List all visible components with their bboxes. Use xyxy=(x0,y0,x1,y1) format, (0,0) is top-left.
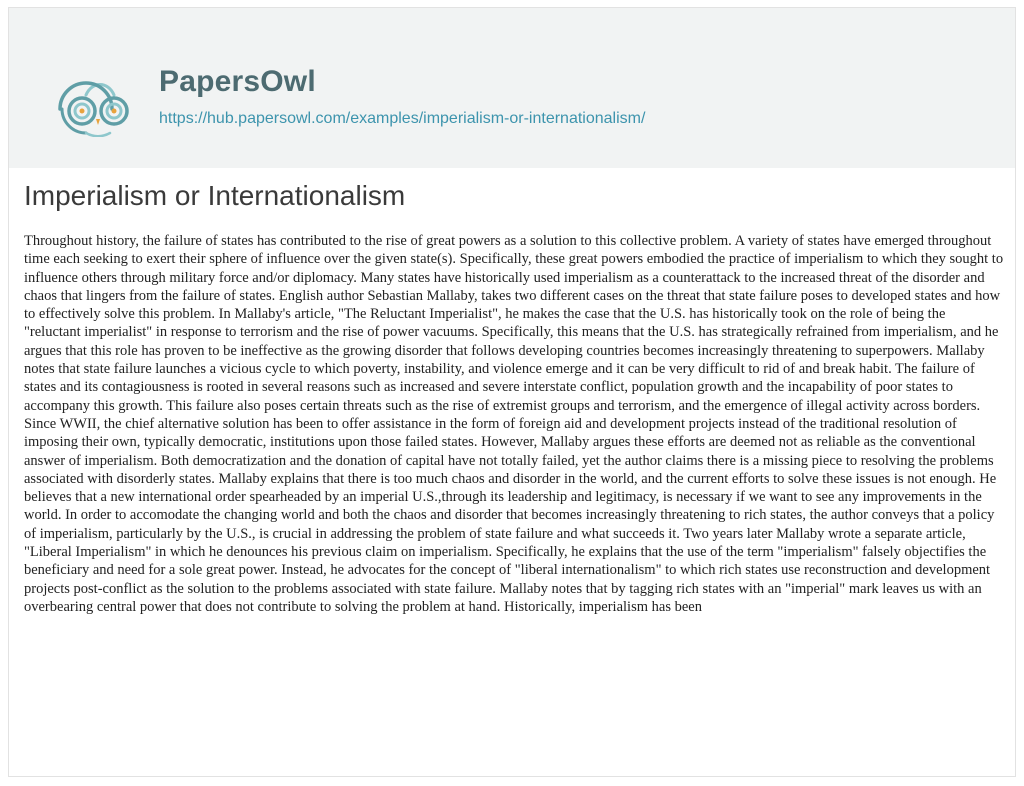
owl-logo-icon xyxy=(56,79,142,137)
document-page xyxy=(8,7,1016,777)
header xyxy=(9,8,1015,168)
brand-name: PapersOwl xyxy=(159,65,316,98)
source-url-link[interactable]: https://hub.papersowl.com/examples/imperialism-or-internationalism/ xyxy=(159,110,646,127)
page-title: Imperialism or Internationalism xyxy=(24,180,406,211)
essay-body: Throughout history, the failure of states has contributed to the rise of great powers as a solution to this collective problem. A variety of states have emerged throughout time each seeking to exert their sphere of influence over the given state(s). Specifically, these great powers embodied the practice of imperialism to which they sought to influence others through military force and/or diplomacy. Many states have historically used imperialism as a counterattack to the increased threat of the disorder and chaos that lingers from the failure of states. English author Sebastian Mallaby, takes two different cases on the threat that state failure poses to developed states and how to effectively solve this problem. In Mallaby's article, "The Reluctant Imperialist", he makes the case that the U.S. has historically took on the role of being the "reluctant imperialist" in response to terrorism and the rise of power vacuums. Specifically, this means that the U.S. has strategically refrained from imperialism, and he argues that this role has proven to be ineffective as the growing disorder that follows developing countries becomes increasingly threatening to superpowers. Mallaby notes that state failure launches a vicious cycle to which poverty, instability, and violence emerge and it can be very difficult to rid of and break habit. The failure of states and its contagiousness is rooted in several reasons such as increased and severe interstate conflict, population growth and the incapability of poor states to accompany this growth. This failure also poses certain threats such as the rise of extremist groups and terrorism, and the emergence of illegal activity across borders. Since WWII, the chief alternative solution has been to offer assistance in the form of foreign aid and development projects instead of the traditional resolution of imposing their own, typically democratic, institutions upon those failed states. However, Mallaby argues these efforts are deemed not as reliable as the conventional answer of imperialism. Both democratization and the donation of capital have not totally failed, yet the author claims there is a missing piece to resolving the problems associated with disorderly states. Mallaby explains that there is too much chaos and disorder in the world, and the current efforts to solve these issues is not enough. He believes that a new international order spearheaded by an imperial U.S.,through its leadership and legitimacy, is necessary if we want to see any improvements in the world. In order to accomodate the changing world and both the chaos and disorder that becomes increasingly threatening to rich states, the author conveys that a policy of imperialism, particularly by the U.S., is crucial in addressing the problem of state failure and what succeeds it. Two years later Mallaby wrote a separate article, "Liberal Imperialism" in which he denounces his previous claim on imperialism. Specifically, he explains that the use of the term "imperialism" falsely objectifies the beneficiary and need for a sole great power. Instead, he advocates for the concept of "liberal internationalism" to which rich states use reconstruction and development projects post-conflict as the solution to the problems associated with state failure. Mallaby notes that by tagging rich states with an "imperial" mark leaves us with an overbearing central power that does not contribute to solving the problem at hand. Historically, imperialism has been xyxy=(24,233,1004,615)
